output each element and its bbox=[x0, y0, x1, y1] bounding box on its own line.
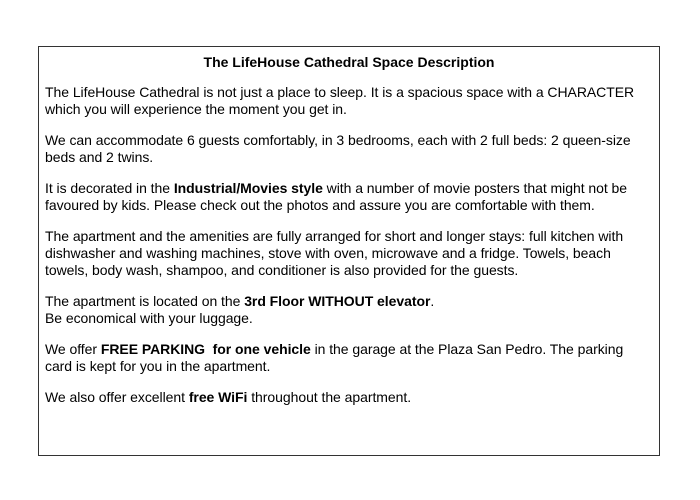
paragraph-decor-rest: with a number of movie posters that might not be favoured by kids. Please check out the photos and assure you are comfortable with them. bbox=[45, 180, 627, 213]
paragraph-location-lead: The apartment is located on the bbox=[45, 293, 245, 309]
paragraph-parking-rest: in the garage at the Plaza San Pedro. The parking card is kept for you in the apartment. bbox=[45, 341, 624, 374]
document-title: The LifeHouse Cathedral Space Description bbox=[203, 54, 495, 70]
paragraph-capacity-text: We can accommodate 6 guests comfortably, in 3 bedrooms, each with 2 full beds: 2 queen-size beds and 2 twins. bbox=[45, 132, 631, 165]
paragraph-decor-bold: Industrial/Movies style bbox=[173, 180, 323, 196]
paragraph-intro-text: The LifeHouse Cathedral is not just a place to sleep. It is a spacious space with a CHARACTER which you will experience the moment you get in. bbox=[45, 84, 635, 117]
paragraph-parking-bold: FREE PARKING for one vehicle bbox=[100, 341, 311, 357]
paragraph-wifi-rest: throughout the apartment. bbox=[247, 389, 412, 405]
paragraph-location-period: . bbox=[430, 293, 435, 309]
paragraph-wifi-lead: We also offer excellent bbox=[45, 389, 189, 405]
paragraph-amenities bbox=[45, 228, 653, 279]
paragraph-decor-lead: It is decorated in the bbox=[45, 180, 174, 196]
document-frame bbox=[38, 46, 660, 456]
paragraph-location-line2: Be economical with your luggage. bbox=[45, 310, 253, 326]
paragraph-intro bbox=[45, 84, 653, 118]
paragraph-location bbox=[45, 293, 653, 327]
paragraph-wifi-bold: free WiFi bbox=[188, 389, 248, 405]
paragraph-capacity bbox=[45, 132, 653, 166]
paragraph-parking-lead: We offer bbox=[45, 341, 101, 357]
paragraph-location-bold: 3rd Floor WITHOUT elevator bbox=[244, 293, 431, 309]
paragraph-amenities-text: The apartment and the amenities are fully arranged for short and longer stays: full kitchen with dishwasher and washing machines, stove with oven, microwave and a fridge. Towels, beach towels, body wash, shampoo, and conditioner is also provided for the guests. bbox=[45, 228, 624, 278]
paragraph-parking bbox=[45, 341, 653, 375]
paragraph-decor bbox=[45, 180, 653, 214]
paragraph-wifi bbox=[45, 389, 653, 406]
